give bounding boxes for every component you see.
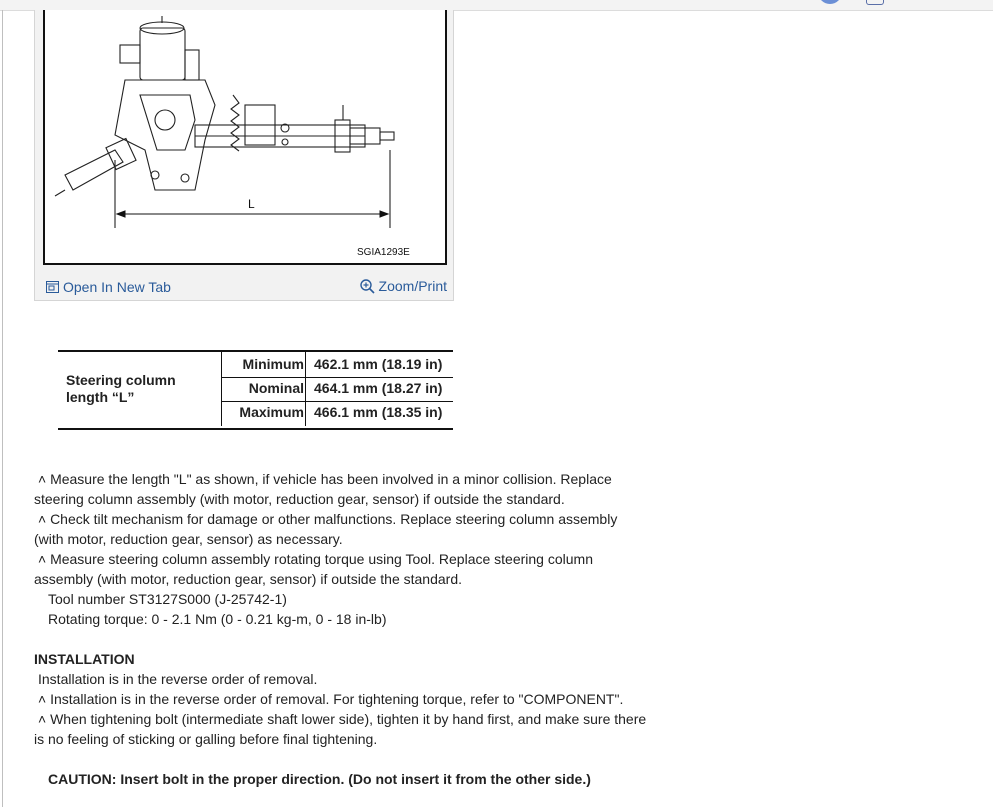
step-text: ˄ Measure steering column assembly rotating torque using Tool. Replace steering column	[38, 551, 593, 567]
spec-key-minimum: Minimum	[242, 356, 304, 372]
zoom-print-link[interactable]	[360, 278, 447, 294]
tool-number: Tool number ST3127S000 (J-25742-1)	[48, 591, 287, 607]
spec-divider	[305, 352, 306, 426]
step-text: steering column assembly (with motor, reduction gear, sensor) if outside the standard.	[34, 491, 565, 507]
steering-column-illustration	[45, 10, 445, 263]
spec-label	[66, 372, 176, 406]
step-text: (with motor, reduction gear, sensor) as necessary.	[34, 531, 343, 547]
procedure-text	[34, 469, 674, 789]
zoom-icon	[360, 279, 375, 294]
dimension-label: L	[248, 197, 255, 211]
figure-container	[34, 10, 454, 301]
toolbar-icon[interactable]	[866, 0, 884, 5]
rotating-torque: Rotating torque: 0 - 2.1 Nm (0 - 0.21 kg-m, 0 - 18 in-lb)	[48, 611, 387, 627]
spec-key-nominal: Nominal	[248, 380, 304, 396]
spec-row-divider	[221, 401, 453, 402]
spec-key-maximum: Maximum	[239, 404, 304, 420]
left-divider	[2, 10, 3, 807]
install-line: Installation is in the reverse order of removal.	[38, 671, 318, 687]
spec-row-divider	[221, 377, 453, 378]
spec-value-maximum: 466.1 mm (18.35 in)	[314, 404, 443, 420]
open-tab-icon	[46, 281, 59, 293]
figure-code: SGIA1293E	[357, 247, 410, 258]
step-text: ˄ When tightening bolt (intermediate shaft lower side), tighten it by hand first, and make sure there	[38, 711, 647, 727]
figure-actions	[35, 276, 453, 298]
zoom-print-label: Zoom/Print	[378, 278, 447, 294]
step-text: ˄ Check tilt mechanism for damage or other malfunctions. Replace steering column assembly	[38, 511, 618, 527]
spec-value-minimum: 462.1 mm (18.19 in)	[314, 356, 443, 372]
profile-icon[interactable]	[818, 0, 842, 4]
spec-table	[58, 350, 453, 430]
steering-column-diagram	[43, 10, 447, 265]
open-in-new-tab-link[interactable]	[46, 279, 171, 295]
spec-label-line2: length “L”	[66, 389, 135, 405]
step-text: is no feeling of sticking or galling before final tightening.	[34, 731, 378, 747]
step-text: assembly (with motor, reduction gear, sensor) if outside the standard.	[34, 571, 462, 587]
installation-heading: INSTALLATION	[34, 651, 135, 667]
spec-value-nominal: 464.1 mm (18.27 in)	[314, 380, 443, 396]
open-in-new-tab-label: Open In New Tab	[63, 279, 171, 295]
step-text: ˄ Installation is in the reverse order of removal. For tightening torque, refer to "COMPONENT".	[38, 691, 624, 707]
spec-label-line1: Steering column	[66, 372, 176, 388]
caution-text: CAUTION: Insert bolt in the proper direction. (Do not insert it from the other side.)	[48, 771, 591, 787]
step-text: ˄ Measure the length "L" as shown, if vehicle has been involved in a minor collision. Replace	[38, 471, 612, 487]
